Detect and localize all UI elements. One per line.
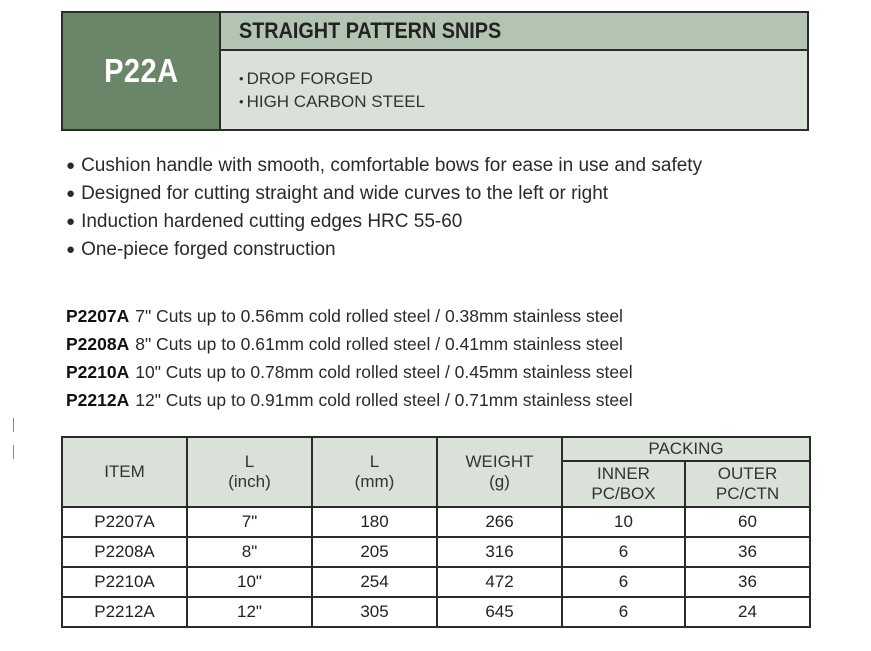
header-packing: PACKING bbox=[562, 437, 810, 461]
cell-inner: 6 bbox=[562, 567, 685, 597]
bullet-icon: ● bbox=[66, 213, 76, 230]
header-outer bbox=[685, 461, 810, 507]
table-row bbox=[62, 597, 810, 627]
cell-item: P2207A bbox=[62, 507, 187, 537]
model-line bbox=[66, 358, 633, 386]
cell-inner: 10 bbox=[562, 507, 685, 537]
table-row bbox=[62, 507, 810, 537]
cell-weight: 266 bbox=[437, 507, 562, 537]
header-text: INNER bbox=[597, 464, 650, 483]
header-right bbox=[221, 13, 807, 129]
cell-weight: 316 bbox=[437, 537, 562, 567]
margin-tick bbox=[13, 418, 14, 432]
header-length-inch bbox=[187, 437, 312, 507]
table-row bbox=[62, 537, 810, 567]
product-title: STRAIGHT PATTERN SNIPS bbox=[239, 18, 502, 43]
model-code: P2208A bbox=[66, 334, 130, 354]
feature-item bbox=[66, 208, 702, 236]
title-bar bbox=[221, 13, 807, 51]
model-code: P2212A bbox=[66, 390, 130, 410]
header-text: OUTER bbox=[717, 464, 778, 483]
cell-inner: 6 bbox=[562, 537, 685, 567]
header-inner bbox=[562, 461, 685, 507]
header-text: L bbox=[244, 452, 255, 471]
bullet-icon: • bbox=[239, 71, 244, 86]
header-unit: PC/BOX bbox=[591, 484, 656, 503]
cell-length-mm: 205 bbox=[312, 537, 437, 567]
header-weight bbox=[437, 437, 562, 507]
model-spec: 12" Cuts up to 0.91mm cold rolled steel / 0.71mm stainless steel bbox=[135, 390, 633, 410]
cell-outer: 36 bbox=[685, 537, 810, 567]
model-code: P2210A bbox=[66, 362, 130, 382]
cell-item: P2212A bbox=[62, 597, 187, 627]
material-item bbox=[239, 90, 807, 113]
bullet-icon: ● bbox=[66, 185, 76, 202]
cell-item: P2210A bbox=[62, 567, 187, 597]
feature-item bbox=[66, 236, 702, 264]
feature-list bbox=[66, 152, 702, 264]
feature-item bbox=[66, 152, 702, 180]
product-code-box bbox=[63, 13, 221, 129]
model-code: P2207A bbox=[66, 306, 130, 326]
feature-item bbox=[66, 180, 702, 208]
cell-length-inch: 10" bbox=[187, 567, 312, 597]
header-unit: PC/CTN bbox=[715, 484, 780, 503]
cell-length-inch: 12" bbox=[187, 597, 312, 627]
model-line bbox=[66, 386, 633, 414]
header-item: ITEM bbox=[62, 437, 187, 507]
cell-weight: 472 bbox=[437, 567, 562, 597]
model-line bbox=[66, 330, 633, 358]
header-length-mm bbox=[312, 437, 437, 507]
feature-text: Designed for cutting straight and wide curves to the left or right bbox=[81, 183, 609, 204]
header-unit: (inch) bbox=[228, 472, 271, 491]
cell-weight: 645 bbox=[437, 597, 562, 627]
product-code: P22A bbox=[103, 52, 179, 89]
margin-tick bbox=[13, 445, 14, 459]
cell-length-inch: 7" bbox=[187, 507, 312, 537]
feature-text: One-piece forged construction bbox=[81, 239, 336, 260]
bullet-icon: • bbox=[239, 94, 244, 109]
cell-outer: 60 bbox=[685, 507, 810, 537]
model-line bbox=[66, 302, 633, 330]
header-text: L bbox=[369, 452, 380, 471]
cell-length-inch: 8" bbox=[187, 537, 312, 567]
bullet-icon: ● bbox=[66, 157, 76, 174]
cell-length-mm: 180 bbox=[312, 507, 437, 537]
cell-item: P2208A bbox=[62, 537, 187, 567]
cell-outer: 24 bbox=[685, 597, 810, 627]
cell-outer: 36 bbox=[685, 567, 810, 597]
header-unit: (mm) bbox=[354, 472, 395, 491]
cell-length-mm: 254 bbox=[312, 567, 437, 597]
model-spec: 8" Cuts up to 0.61mm cold rolled steel / 0.41mm stainless steel bbox=[135, 334, 623, 354]
model-spec: 10" Cuts up to 0.78mm cold rolled steel / 0.45mm stainless steel bbox=[135, 362, 633, 382]
header-text: WEIGHT bbox=[465, 452, 534, 471]
feature-text: Induction hardened cutting edges HRC 55-60 bbox=[81, 211, 463, 232]
cell-inner: 6 bbox=[562, 597, 685, 627]
bullet-icon: ● bbox=[66, 241, 76, 258]
model-list bbox=[66, 302, 633, 414]
material-item bbox=[239, 67, 807, 90]
product-header bbox=[61, 11, 809, 131]
table-row bbox=[62, 567, 810, 597]
material-box bbox=[221, 51, 807, 129]
cell-length-mm: 305 bbox=[312, 597, 437, 627]
feature-text: Cushion handle with smooth, comfortable bows for ease in use and safety bbox=[81, 155, 703, 176]
model-spec: 7" Cuts up to 0.56mm cold rolled steel / 0.38mm stainless steel bbox=[135, 306, 623, 326]
spec-table bbox=[61, 436, 811, 628]
material-text: HIGH CARBON STEEL bbox=[246, 92, 426, 111]
header-unit: (g) bbox=[489, 472, 510, 491]
material-text: DROP FORGED bbox=[246, 69, 373, 88]
